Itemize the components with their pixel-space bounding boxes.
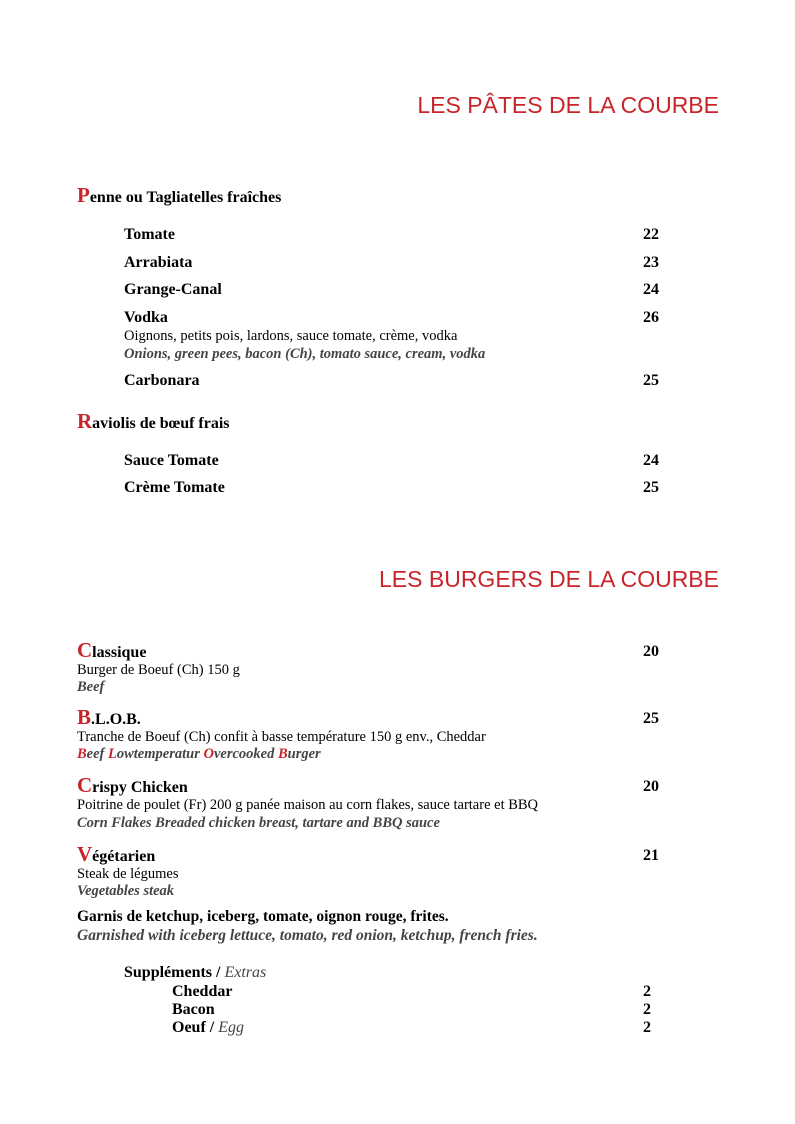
menu-item-name: Tomate <box>124 226 175 243</box>
category-label: aviolis de bœuf frais <box>92 415 230 432</box>
acronym-letter: L <box>108 746 117 762</box>
menu-item-description-english: Onions, green pees, bacon (Ch), tomato sauce, cream, vodka <box>124 346 486 362</box>
supplement-price: 2 <box>643 1019 651 1036</box>
menu-item-name: Arrabiata <box>124 254 193 271</box>
supplements-heading <box>124 964 266 982</box>
menu-item-name: Vodka <box>124 309 168 326</box>
supplements-label-english: Extras <box>224 964 267 981</box>
burger-description-english: Corn Flakes Breaded chicken breast, tartare and BBQ sauce <box>77 815 440 831</box>
acronym-word: vercooked <box>213 746 278 762</box>
menu-item-price: 26 <box>643 309 659 326</box>
category-label: enne ou Tagliatelles fraîches <box>89 189 282 206</box>
burger-name <box>77 705 141 730</box>
menu-item-name: Crème Tomate <box>124 479 225 496</box>
burger-initial: B <box>77 705 92 729</box>
acronym-letter: B <box>277 746 288 762</box>
menu-item-name: Grange-Canal <box>124 281 222 298</box>
garnish-note: Garnis de ketchup, iceberg, tomate, oignon rouge, frites. <box>77 908 449 925</box>
burger-initial: C <box>77 773 93 797</box>
garnish-note-english: Garnished with iceberg lettuce, tomato, red onion, ketchup, french fries. <box>77 927 538 944</box>
burger-description-english <box>77 746 321 763</box>
category-initial: R <box>77 409 93 433</box>
supplement-name: Cheddar <box>172 983 233 1000</box>
category-initial: P <box>77 183 90 207</box>
burger-price: 20 <box>643 778 659 795</box>
category-ravioli <box>77 409 230 434</box>
burger-price: 21 <box>643 847 659 864</box>
menu-item-price: 24 <box>643 281 659 298</box>
supplement-label-english: Egg <box>218 1019 244 1036</box>
burger-label: lassique <box>92 644 147 661</box>
acronym-word: urger <box>287 746 321 762</box>
menu-item-name: Sauce Tomate <box>124 452 219 469</box>
burger-name <box>77 638 146 663</box>
burger-description-english: Beef <box>77 679 105 695</box>
supplement-name <box>172 1019 244 1037</box>
menu-item-price: 25 <box>643 479 659 496</box>
acronym-word: owtemperatur <box>116 746 204 762</box>
burger-description: Tranche de Boeuf (Ch) confit à basse température 150 g env., Cheddar <box>77 729 486 745</box>
menu-item-price: 24 <box>643 452 659 469</box>
category-penne <box>77 183 281 208</box>
burger-description: Poitrine de poulet (Fr) 200 g panée maison au corn flakes, sauce tartare et BBQ <box>77 797 539 813</box>
burger-price: 25 <box>643 710 659 727</box>
menu-item-name: Carbonara <box>124 372 200 389</box>
supplement-name: Bacon <box>172 1001 215 1018</box>
burger-price: 20 <box>643 643 659 660</box>
burgers-section-title: LES BURGERS DE LA COURBE <box>379 566 719 592</box>
burger-label: .L.O.B. <box>91 711 141 728</box>
burger-initial: V <box>77 842 93 866</box>
pates-section-title: LES PÂTES DE LA COURBE <box>417 92 719 118</box>
burger-description-english: Vegetables steak <box>77 883 175 899</box>
menu-item-price: 25 <box>643 372 659 389</box>
burger-description: Steak de légumes <box>77 866 179 882</box>
burger-name <box>77 773 188 798</box>
acronym-letter: O <box>203 746 214 762</box>
supplements-label: Suppléments / <box>124 964 225 981</box>
acronym-word: eef <box>86 746 108 762</box>
acronym-letter: B <box>77 746 87 762</box>
supplement-price: 2 <box>643 983 651 1000</box>
menu-item-price: 22 <box>643 226 659 243</box>
burger-label: rispy Chicken <box>92 779 188 796</box>
burger-name <box>77 842 155 867</box>
supplement-price: 2 <box>643 1001 651 1018</box>
supplement-label: Oeuf / <box>172 1019 219 1036</box>
menu-item-price: 23 <box>643 254 659 271</box>
burger-label: égétarien <box>92 848 156 865</box>
burger-description: Burger de Boeuf (Ch) 150 g <box>77 662 240 678</box>
burger-initial: C <box>77 638 93 662</box>
menu-item-description: Oignons, petits pois, lardons, sauce tomate, crème, vodka <box>124 328 458 344</box>
